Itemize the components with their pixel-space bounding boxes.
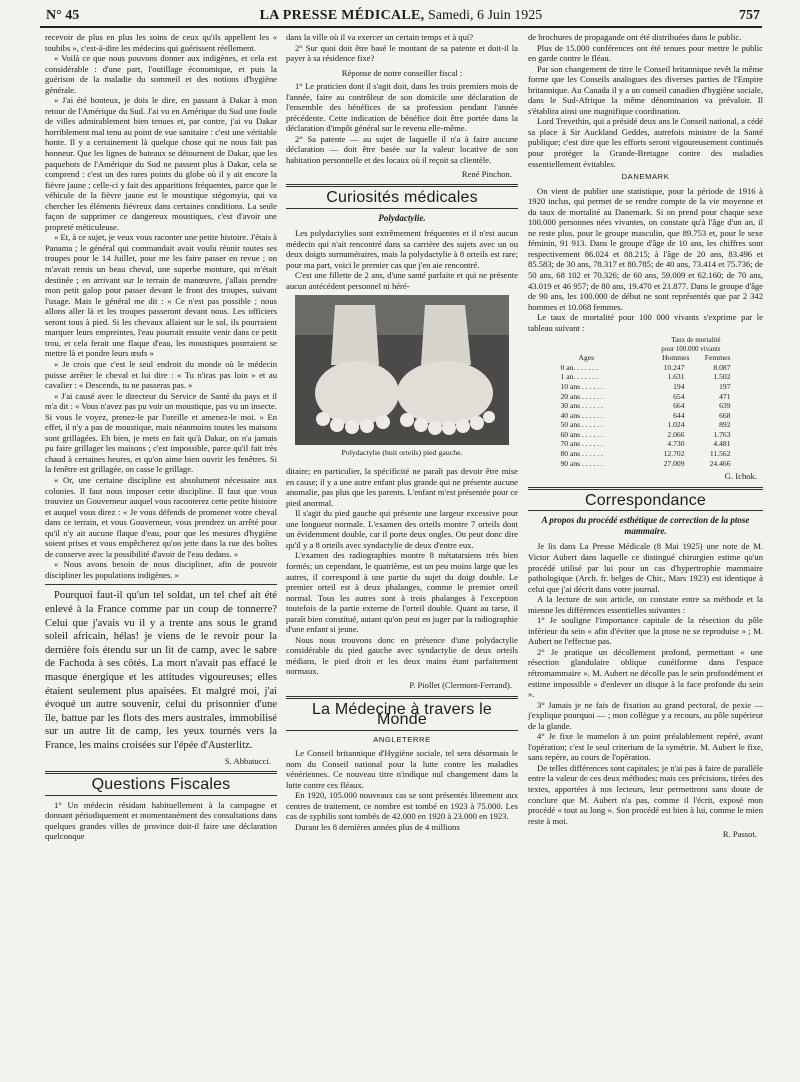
author-signature: René Pinchon. [461,168,512,179]
table-cell: 1.502 [713,372,731,382]
table-row [561,430,731,440]
journal-title: LA PRESSE MÉDICALE, [259,8,425,23]
paragraph: L'examen des radiographies montre 8 métatarsiens très bien formés; un cependant, le quatrième, est un peu moins large que les autres, il correspond à une partie du sujet du doigt double. Le premier orteil est à deux phalanges, comme le premier orteil normal. Tous les autres sont à trois phalanges à l'exception toutefois de la partie externe de l'orteil double. Quant au tarse, il paraît bien constitué, autant qu'on peut en juger par la radiographie d'une enfant si jeune. [286,550,518,635]
table-cell: 2.066 [667,429,685,439]
paragraph: 3° Jamais je ne fais de fixation au grand pectoral, de pexie — j'explique pourquoi — ; mon collègue y a recours, au pôle supérieur de la glande. [528,699,763,731]
table-header-row [561,353,731,363]
table-header: Ages [578,353,595,363]
divider [286,184,518,187]
table-header: Femmes [704,353,731,363]
table-cell: 4.730 [667,439,685,449]
paragraph: 1° Un médecin résidant habituellement à la campagne et donnant périodiquement et momentanément des consultations dans quelques grandes villes de province doit-il faire une déclaration quelconque [45,799,277,842]
paragraph: « Je crois que c'est le seul endroit du monde où le médecin puisse arrêter le cheval et lui dire : « Tu n'iras pas loin » et au cavalier : « Descends, tu ne passeras pas. » [45,358,277,391]
paragraph: « Voilà ce que nous pouvons donner aux indigènes, et cela est considérable : d'une part, l'outillage économique, et puis la guérison de la maladie du sommeil et des notions d'hygiène générale. [45,53,277,95]
paragraph: recevoir de plus en plus les soins de ceux qu'ils appellent les « toubibs », c'est-à-dire les médecins qui guérissent réellement. [45,32,277,53]
article-subtitle: A propos du procédé esthétique de correction de la ptose mammaire. [541,515,750,536]
issue-date: Samedi, 6 Juin 1925 [427,8,543,23]
table-row [561,449,731,459]
table-cell: 194 [673,381,685,391]
country-heading: ANGLETERRE [373,734,431,744]
table-row [561,439,731,449]
table-row [561,372,731,382]
paragraph: Je lis dans La Presse Médicale (8 Mai 1925) une note de M. Victor Aubert dans laquelle ce distingué chirurgien estime qu'un procédé utilisé par lui pour un cas d'hypertrophie mammaire pathologique (Arch. fr. belges de Chir., Mars 1923) est identique à celui que j'ai décrit dans votre journal. [528,541,763,594]
paragraph: 1° Le praticien dont il s'agit doit, dans les trois premiers mois de l'année, faire au contrôleur de son domicile une déclaration de l'ensemble des bénéfices de sa profession pendant l'année précédente. Cette indication de bénéfice doit être portée dans la déclaration d'impôt général sur le revenu elle-même. [286,81,518,134]
column-1 [45,32,277,842]
section-title: La Médecine à travers le Monde [311,700,492,729]
paragraph: 2° Je pratique un décollement profond, permettant « une résection glandulaire oblique cunéiforme dans l'espace rétromammaire ». M. Aubert ne décolle pas le sein profondément et estime impossible « d'enlever un disque à la face profonde du sein ». [528,646,763,700]
table-row [561,392,731,402]
paragraph: 1° Je souligne l'importance capitale de la résection du pôle inférieur du sein « afin d'éviter que la ptose ne se reproduise » ; M. Aubert ne l'effectue pas. [528,615,763,647]
table-cell: 11.562 [709,449,731,459]
paragraph: C'est une fillette de 2 ans, d'une santé parfaite et qui ne présente aucun antécédent personnel ni héré- [286,270,518,291]
paragraph: « Or, une certaine discipline est absolument nécessaire aux colonies. Il faut nous imposer cette discipline. Il faut que vous trouviez un Gouverneur auquel vous raconterez cette petite histoire et auquel vous direz : « Je vous défends de promener votre cheval dans ce terrain, et vous Gouverneur, vous prendrez un arrêté pour qu'il n'y ait aucune flaque d'eau, pour que les mesures d'hygiène soient prises et vous empêcherez qu'on jette dans la rue des boîtes de conserve avec la possibilité d'avoir de l'eau dedans. » [45,474,277,559]
section-title: Questions Fiscales [91,776,231,794]
author-signature: R. Passot. [722,829,757,840]
paragraph: 2° Sur quoi doit être basé le montant de sa patente et doit-il la payer à sa résidence fixe? [286,42,518,64]
table-cell: 70 ans . . . . . . [560,439,603,449]
table-cell: 40 ans . . . . . . [560,410,603,420]
page-number: 757 [739,8,760,23]
section-title: Correspondance [584,491,707,509]
table-row [561,459,731,469]
paragraph: 2° Sa patente — au sujet de laquelle il n'a à faire aucune déclaration — doit être basée sur la valeur locative de son habitation personnelle et des locaux où il reçoit sa clientèle. [286,133,518,166]
table-cell: 639 [719,401,731,411]
country-heading: DANEMARK [621,172,670,182]
paragraph: Par son changement de titre le Conseil britannique revêt la même forme que les Conseils analogues des diverses parties de l'Empire britannique. Au Canada il y a un conseil canadien d'hygiène sociale, dans le Sud-Afrique la même dénomination va prévaloir. Il s'établira ainsi une magnifique coordination. [528,63,763,116]
divider [45,771,277,774]
author-signature: S. Abbatucci. [224,755,271,766]
table-row [561,411,731,421]
divider [286,696,518,699]
table-cell: 80 ans . . . . . . [560,449,603,459]
table-cell: 668 [719,410,731,420]
paragraph: 4° Je fixe le mamelon à un point préalablement repéré, avant l'opération; c'est le seul criterium de la symétrie. M. Aubert le fixe, sans repère, au cours de l'opération. [528,731,763,763]
table-body [561,363,731,469]
paragraph: « Nous avons besoin de nous discipliner, afin de pouvoir discipliner les populations indigènes. » [45,559,277,580]
paragraph: Durant les 8 dernières années plus de 4 millions [295,821,460,832]
table-header: Hommes [661,353,690,363]
paragraph: Le taux de mortalité pour 100 000 vivants s'exprime par le tableau suivant : [528,312,763,333]
paragraph: En 1920, 105.000 nouveaux cas se sont présentés librement aux centres de traitement, ce nombre est tombé en 1923 à 75.000. Les cas de syphilis sont tombés de 42.000 en 1920 à 23.000 en 1923. [286,790,518,822]
paragraph: de brochures de propagande ont été distribuées dans le public. [528,32,742,42]
table-cell: 1 an. . . . . . . [560,372,599,382]
table-cell: 50 ans . . . . . . [560,420,603,430]
divider [286,208,518,209]
table-cell: 4.481 [713,439,731,449]
paragraph: Plus de 15.000 conférences ont été tenues pour mettre le public en garde contre le fléau. [528,42,763,64]
paragraph: « J'ai causé avec le directeur du Service de Santé du pays et il m'a dit : « Vous n'avez pas pu voir un moustique, pas vu un insecte. Si vous le voyez, prenez-le par l'oreille et amenez-le moi. » En effet, il n'y a pas de moustique, mais néanmoins toutes les maisons sont grillagées. Eh bien, je mets en fait qu'à Dakar, on n'a jamais pu faire grillager les maisons ; c'est impossible, parce qu'il fait très chaud à certaines heures, et qu'on aime bien ouvrir les fenêtres. Si la fenêtre est grillagée, on casse le grillage. [45,390,277,475]
table-row [561,401,731,411]
table-cell: 60 ans . . . . . . [560,429,603,439]
table-caption: Taux de mortalité [671,336,721,345]
author-signature: G. Ichok. [724,471,757,482]
paragraph: « J'ai été honteux, je dois le dire, en passant à Dakar à mon retour de l'Amérique du Sud. J'ai vu en Amérique du Sud une foule de villes admirablement bien tenues et, par contre, j'ai vu Dakar horriblement mal tenu au point de vue sanitaire : c'est une véritable honte. Il y a certainement là quelque chose qui ne nous fait pas honneur. Que les lignes de bateaux se détournent de Dakar, que les paquebots de l'Amérique du Sud ne passent plus à Dakar, cela se comprend : c'est un des rares points du globe où il y ait encore la fièvre jaune ; celle-ci y fait des apparitions fréquentes, parce que le véhicule de la fièvre jaune est le moustique stégomyia, qui va chercher les éléments fiévreux dans certaines conditions. La seule façon de supprimer ce dangereux moustiques, c'est d'avoir une propreté méticuleuse. [45,95,277,232]
reply-heading: Réponse de notre conseiller fiscal : [341,67,463,78]
feet-photo-image [295,295,509,445]
divider [45,795,277,796]
feet-photograph [295,295,509,445]
divider [286,730,518,731]
divider [528,487,763,490]
paragraph: « Et, à ce sujet, je veux vous raconter une petite histoire. J'étais à Panama ; le général qui commandait avait voulu réunir toutes ses troupes pour le 14 Juillet, pour me les faire passer en revue ; on m'avait remis un beau cheval, une superbe monture, qui m'était destinée ; en arrivant sur le terrain de manœuvre, j'allais prendre mon petit galop pour passer devant le front des troupes, suivant l'usage. Mais le général me dit : « Ce n'est pas possible ; nous allons aller là et les troupes passeront devant nous. Les officiers seront tous à pied. Si les chevaux allaient sur le sol, ils pourraient marquer leurs empreintes, l'eau pourrait ensuite venir dans ce petit trou, et cela ferait une flaque d'eau, les moustiques pourraient se mettre là et pondre leurs œufs » [45,232,278,359]
paragraph: ditaire; en particulier, la spécificité ne paraît pas devoir être mise en cause; il y a une autre enfant plus grande qui ne présente aucune anomalie, pas plus que les parents. L'enfant m'est présentée pour ce pied anormal. [286,466,518,508]
table-cell: 24.466 [709,458,731,468]
table-cell: 10 ans . . . . . . [560,381,603,391]
column-2 [286,32,518,833]
table-row [561,382,731,392]
table-cell: 1.631 [667,372,685,382]
issue-number: N° 45 [46,8,80,23]
closing-paragraph: Pourquoi faut-il qu'un tel soldat, un tel chef ait été enlevé à la France comme par un coup de tonnerre? Celui que j'avais vu il y a trente ans sous le grand soleil africain, hélas! je viens de le revoir pour la dernière fois étendu sur un lit de camp, avec le sabre de Fachoda à ses côtés. La mort n'avait pas effacé le masque énergique et les attitudes vigoureuses; elles étaient seulement plus apaisées. Et malgré moi, j'ai évoqué un autre souvenir, celui du prisonnier d'une île, battue par les flots des mers australes, immobilisé sur un autre lit de camp, les yeux tournés vers la France, les mains croisées sur l'épée d'Austerlitz. [45,590,277,751]
paragraph: Les polydactylies sont extrêmement fréquentes et il n'est aucun médecin qui n'ait rencontré dans sa carrière des sujets avec un ou deux doigts surnuméraires, mais la polydactylie à 8 orteils est rare; pour ma part, voici le premier cas que j'en aie rencontré. [286,228,518,270]
journal-masthead [40,8,762,24]
table-cell: 27.009 [663,458,685,468]
paragraph: A la lecture de son article, on constate entre sa méthode et la mienne les différences essentielles suivantes : [528,594,763,615]
table-cell: 664 [673,401,685,411]
table-cell: 471 [719,391,731,401]
table-caption: pour 100.000 vivants [661,344,721,353]
table-row [561,420,731,430]
table-cell: 30 ans . . . . . . [560,401,603,411]
table-cell: 1.763 [713,429,731,439]
page-header [40,6,762,28]
table-cell: 0 an. . . . . . . [560,362,599,372]
table-cell: 644 [673,410,685,420]
table-cell: 8.087 [713,362,731,372]
photo-caption: Polydactylie (huit orteils) pied gauche. [341,448,463,458]
section-title: Curiosités médicales [326,189,478,207]
author-signature: P. Piollet (Clermont-Ferrand). [409,679,512,690]
table-cell: 10.247 [663,362,685,372]
paragraph: Nous nous trouvons donc en présence d'une polydactylie considérable du pied gauche avec syndactylie de deux orteils médians, le pied droit et les deux mains étant parfaitement normaux. [286,634,518,677]
table-cell: 1.024 [667,420,685,430]
table-cell: 90 ans . . . . . . [560,458,603,468]
divider [528,510,763,511]
paragraph: Le Conseil britannique d'Hygiène sociale, tel sera désormais le nom du Conseil national pour la lutte contre les maladies vénériennes. Ce nouveau titre n'indique nul changement dans la lutte contre ces fléaux. [286,748,518,790]
paragraph: On vient de publier une statistique, pour la période de 1916 à 1920 inclus, qui permet de se rendre compte de la vie moyenne et du taux de mortalité au Danemark. Si on prend pour chaque sexe 100.000 personnes nées vivantes, on constate qu'à l'âge d'un an, il ne reste plus, pour le groupe masculin, que 89.753 et, pour le sexe féminin, 91 913. Dans le groupe d'âge de 10 ans, les chiffres sont respectivement 86.024 et 88.215; à l'âge de 20 ans, 83.496 et 85.583; de 30 ans, 78.317 et 80.785; de 40 ans, 73.414 et 75.736; de 50 ans, 68 102 et 70.326; de 60 ans, 59.009 et 62.160; de 70 ans, 43.019 et 46 957; de 80 ans, 19.470 et 21.877. Dans le groupe d'âge de 90 ans, les 100.000 de début ne sont représentés que par 2 342 hommes et 10.068 femmes. [528,185,763,312]
article-subtitle: Polydactylie. [378,212,426,223]
table-cell: 12.702 [663,449,685,459]
column-3 [528,32,763,844]
divider [45,584,277,585]
table-cell: 892 [719,420,731,430]
paragraph: Il s'agit du pied gauche qui présente une largeur excessive pour une longueur normale. L'examen des orteils montre 7 orteils dont un évidemment double, car il porte deux ongles. On peut donc dire qu'il y a 8 orteils avec syndactylie de deux d'entre eux. [286,508,518,550]
paragraph: De telles différences sont capitales; je n'ai pas à faire de parallèle entre la valeur de ces deux méthodes; mais ces précisions, tirées des textes, apportées à nos lecteurs, leur permettront sans doute de conclure que M. Aubert n'a pas, comme il l'écrit, exposé mon procédé « tout au long ». Son procédé est bien à lui, comme le mien reste à moi. [528,762,763,826]
mortality-table [561,336,731,468]
paragraph: Lord Trevethin, qui a présidé deux ans le Conseil national, a cédé sa place à Sir Auckland Geddes, autrefois ministre de la Santé publique; c'est dire que les efforts seront vigoureusement continués pour protéger la Grande-Bretagne contre des maladies essentiellement évitables. [528,116,763,169]
table-cell: 197 [719,381,731,391]
table-cell: 654 [673,391,685,401]
table-cell: 20 ans . . . . . . [560,391,603,401]
table-row [561,363,731,373]
paragraph: dans la ville où il va exercer un certain temps et à qui? [286,32,474,42]
